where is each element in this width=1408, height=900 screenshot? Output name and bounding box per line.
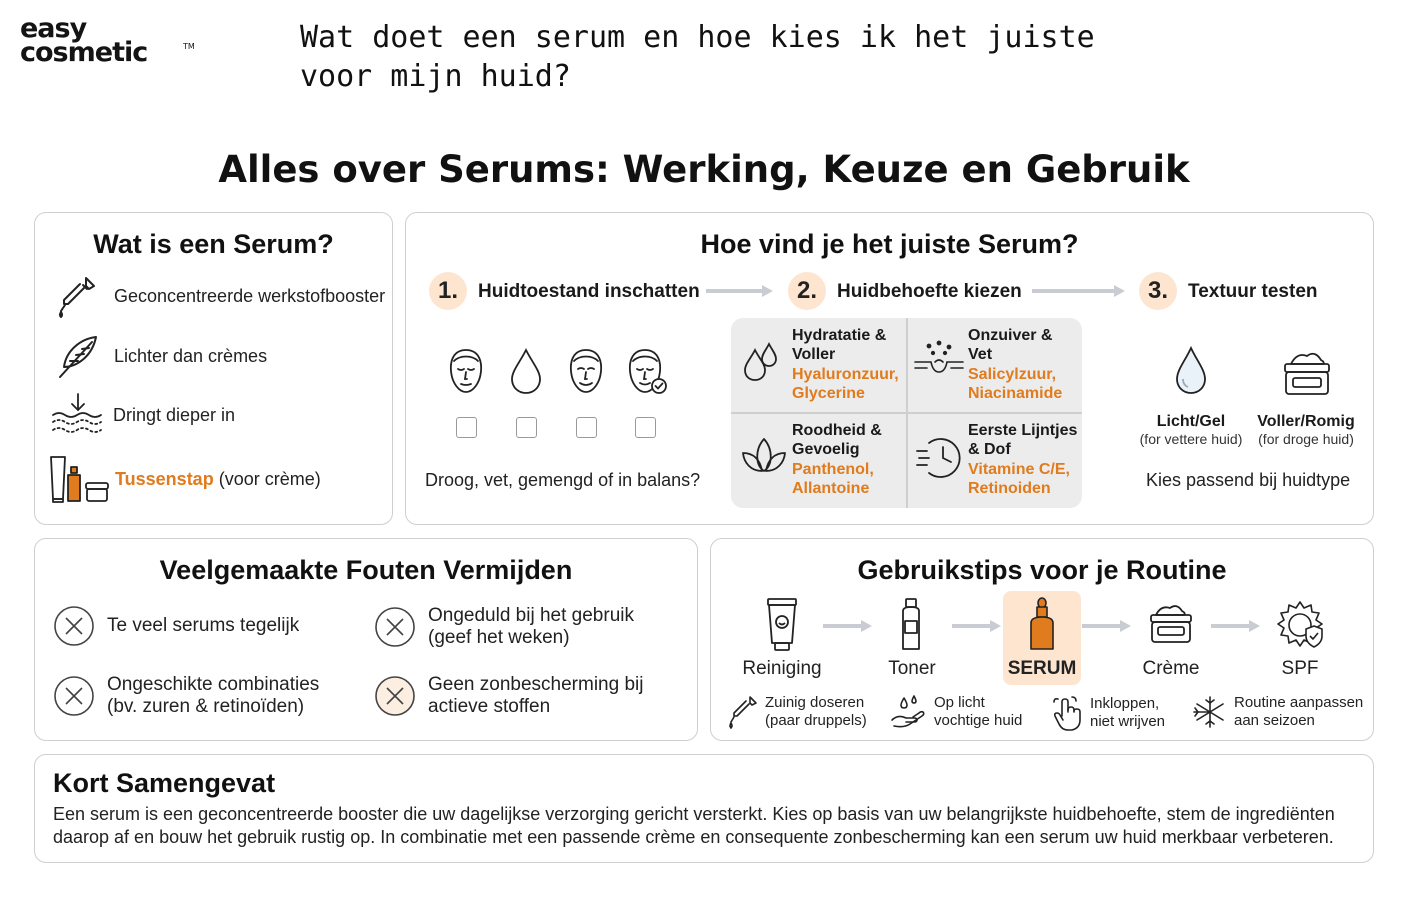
sun-snow-icon [1192,694,1228,730]
mistake-text: Te veel serums tegelijk [107,615,300,636]
arrow-right-icon [1211,619,1261,633]
step-label: Huidtoestand inschatten [478,281,700,302]
logo-line-1: easy [20,13,87,44]
need-title: Eerste Lijntjes & Dof [968,422,1078,458]
what-is-item-text: Dringt dieper in [113,404,236,425]
need-title: Hydratatie & Voller [792,327,887,363]
what-is-item [56,333,267,379]
need-option-hydration[interactable] [731,318,906,412]
texture-label: Voller/Romig [1257,413,1355,430]
what-is-item-text [115,469,321,490]
routine-step-label [732,658,832,680]
logo-line-2: cosmetic [20,37,148,68]
clock-icon [915,435,965,481]
step-number: 2. [788,272,826,310]
routine-step-text: Reiniging [742,658,822,679]
routine-step-label [1121,658,1221,680]
mistake-text: Geen zonbescherming bij actieve stoffen [428,674,644,717]
skin-type-checkbox-oily[interactable] [516,417,537,438]
need-option-sensitive[interactable] [731,413,906,507]
need-ingredients: Hyaluronzuur, Glycerine [792,366,899,402]
routine-tip [1192,694,1364,730]
texture-sub: (for vettere huid) [1139,431,1243,447]
skin-type-checkbox-balanced[interactable] [635,417,656,438]
tip-text: Inkloppen, niet wrijven [1090,695,1166,730]
skin-type-caption: Droog, vet, gemengd of in balans? [425,470,701,490]
routine-step-label [1250,658,1350,680]
skin-type-checkbox-dry[interactable] [456,417,477,438]
mistake-item [374,674,658,718]
what-is-item-text: Lichter dan crèmes [114,345,268,366]
summary-text: Een serum is een geconcentreerde booster die uw dagelijkse verzorging gericht versterkt. Kies op basis van uw belangrijkste huidbehoefte, stem de ingrediënten daarop af en bouw het gebruik rustig op. In combinatie met een passende crème en consequente zonbescherming kan een serum uw huid merkbaar verbeteren. [53,804,1335,847]
arrow-right-icon [706,284,774,298]
face-balanced-icon [625,347,669,397]
routine-tip [727,694,869,730]
droplet-icon [1173,345,1209,397]
routine-step-label [862,658,962,680]
tip-text: Op licht vochtige huid [934,694,1023,729]
need-ingredients: Salicylzuur, Niacinamide [968,366,1063,402]
pores-icon [913,340,965,380]
mistakes-title: Veelgemaakte Fouten Vermijden [159,555,573,585]
arrow-right-icon [1082,619,1132,633]
summary-title: Kort Samengevat [53,768,276,798]
texture-sub: (for droge huid) [1258,431,1354,447]
products-icon [49,455,111,503]
leaves-icon [741,435,787,475]
feather-icon [56,333,100,379]
what-is-item-text: Geconcentreerde werkstofbooster [114,285,386,306]
arrow-right-icon [823,619,873,633]
routine-title: Gebruikstips voor je Routine [857,555,1227,585]
cross-circle-icon [53,605,95,647]
dropper-icon [727,694,759,730]
need-title: Roodheid & Gevoelig [792,422,882,458]
step-number: 3. [1139,272,1177,310]
routine-step-text: SERUM [1007,658,1077,679]
dropper-icon [52,272,100,320]
serum-bottle-icon [1027,597,1057,653]
jar-icon [1148,601,1194,647]
need-option-aging[interactable] [907,413,1082,507]
arrow-right-icon [952,619,1002,633]
mistake-item [374,605,648,649]
texture-label: Licht/Gel [1156,413,1226,430]
what-is-item [52,272,385,320]
need-ingredients: Vitamine C/E, Retinoiden [968,461,1070,497]
tussenstap-note: (voor crème) [213,468,321,489]
need-option-impure[interactable] [907,318,1082,412]
tussenstap-highlight: Tussenstap [115,468,214,489]
routine-step-text: Toner [888,658,936,679]
step-number: 1. [429,272,467,310]
question-title: Wat doet een serum en hoe kies ik het juiste voor mijn huid? [300,20,1095,94]
skin-type-checkbox-combination[interactable] [576,417,597,438]
tip-text: Routine aanpassen aan seizoen [1234,694,1364,729]
droplet-icon [508,347,544,397]
texture-caption: Kies passend bij huidtype [1146,470,1351,490]
what-is-title: Wat is een Serum? [93,229,334,259]
cross-circle-icon [53,675,95,717]
need-ingredients: Panthenol, Allantoine [792,461,874,497]
need-title: Onzuiver & Vet [968,327,1053,363]
step-label: Huidbehoefte kiezen [837,281,1022,302]
toner-bottle-icon [897,597,925,653]
routine-step-text: SPF [1281,658,1319,679]
cross-circle-icon [374,606,416,648]
routine-tip [1050,694,1182,732]
step-label: Textuur testen [1188,281,1318,302]
brand-logo[interactable] [20,13,195,74]
page-title: Alles over Serums: Werking, Keuze en Gebruik [218,148,1190,191]
skin-needs-grid [731,318,1082,508]
skin-layers-icon [51,392,105,438]
jar-icon [1281,348,1333,398]
tip-text: Zuinig doseren (paar druppels) [765,694,867,729]
routine-step-label [992,658,1092,680]
mistake-item [53,605,299,647]
hand-water-icon [890,694,928,730]
what-is-item [49,455,321,503]
drops-icon [741,340,781,386]
routine-tip [890,694,1030,730]
cleanser-tube-icon [766,597,798,653]
sun-shield-icon [1276,599,1326,651]
cross-circle-icon [374,675,416,717]
mistake-text: Ongeduld bij het gebruik (geef het weken) [428,605,634,648]
tap-hand-icon [1050,694,1084,732]
routine-step-text: Crème [1142,658,1200,679]
face-dry-icon [446,347,486,397]
mistake-text: Ongeschikte combinaties (bv. zuren & retinoïden) [107,674,320,717]
face-combination-icon [566,347,606,397]
mistake-item [53,674,327,718]
how-to-choose-title: Hoe vind je het juiste Serum? [700,229,1079,259]
what-is-item [51,392,235,438]
arrow-right-icon [1032,284,1126,298]
logo-trademark: TM [183,42,195,51]
